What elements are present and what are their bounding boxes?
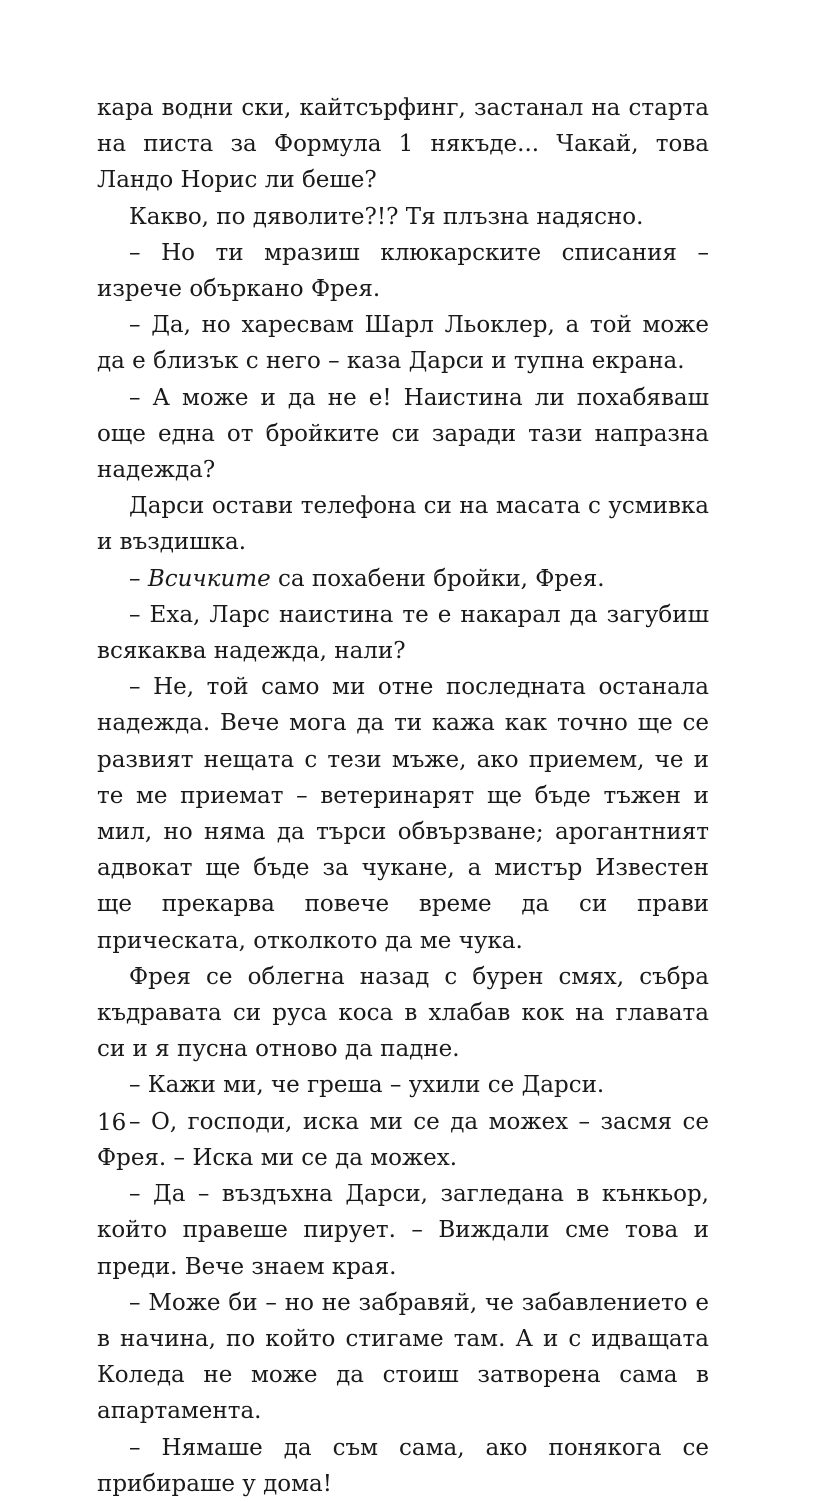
body-text (97, 90, 709, 1502)
dialogue-dash: – (129, 565, 148, 592)
paragraph: кара водни ски, кайтсърфинг, застанал на старта на писта за Формула 1 някъде... Чакай, това Ландо Норис ли беше? (97, 95, 709, 194)
paragraph: – Да – въздъхна Дарси, загледана в кънкьор, който правеше пирует. – Виждали сме това и преди. Вече знаем края. (97, 1181, 709, 1280)
paragraph (97, 561, 709, 597)
paragraph: – Кажи ми, че греша – ухили се Дарси. (129, 1072, 605, 1099)
emphasized-word: Всичките (147, 565, 271, 592)
paragraph: – Да, но харесвам Шарл Льоклер, а той може да е близък с него – каза Дарси и тупна екрана. (97, 312, 709, 375)
paragraph: – Нямаше да съм сама, ако понякога се прибираше у дома! (97, 1434, 709, 1497)
paragraph: – Не, той само ми отне последната останала надежда. Вече мога да ти кажа как точно ще се развият нещата с тези мъже, ако приемем, че и те ме приемат – ветеринарят ще бъде тъжен и мил, но няма да търси обвързване; арогантният адвокат ще бъде за чукане, а мистър Известен ще прекарва повече време да си прави прическата, отколкото да ме чука. (97, 674, 709, 954)
paragraph: Какво, по дяволите?!? Тя плъзна надясно. (129, 203, 644, 230)
paragraph: – Еха, Ларс наистина те е накарал да загубиш всякаква надежда, нали? (97, 601, 709, 665)
paragraph: – О, господи, иска ми се да можех – засмя се Фрея. – Иска ми се да можех. (97, 1108, 709, 1171)
paragraph: – А може и да не е! Наистина ли похабяваш още една от бройките си заради тази напразна надежда? (97, 384, 709, 484)
paragraph-text: са похабени бройки, Фрея. (270, 565, 605, 592)
paragraph: – Но ти мразиш клюкарските списания – изрече объркано Фрея. (97, 239, 709, 303)
page-number: 16 (97, 1110, 127, 1136)
paragraph: Дарси остави телефона си на масата с усмивка и въздишка. (97, 493, 709, 556)
paragraph: Фрея се облегна назад с бурен смях, събра къдравата си руса коса в хлабав кок на главата си и я пусна отново да падне. (97, 963, 709, 1063)
paragraph: – Може би – но не забравяй, че забавлението е в начина, по който стигаме там. А и с идващата Коледа не може да стоиш затворена сама в апартамента. (97, 1289, 709, 1425)
